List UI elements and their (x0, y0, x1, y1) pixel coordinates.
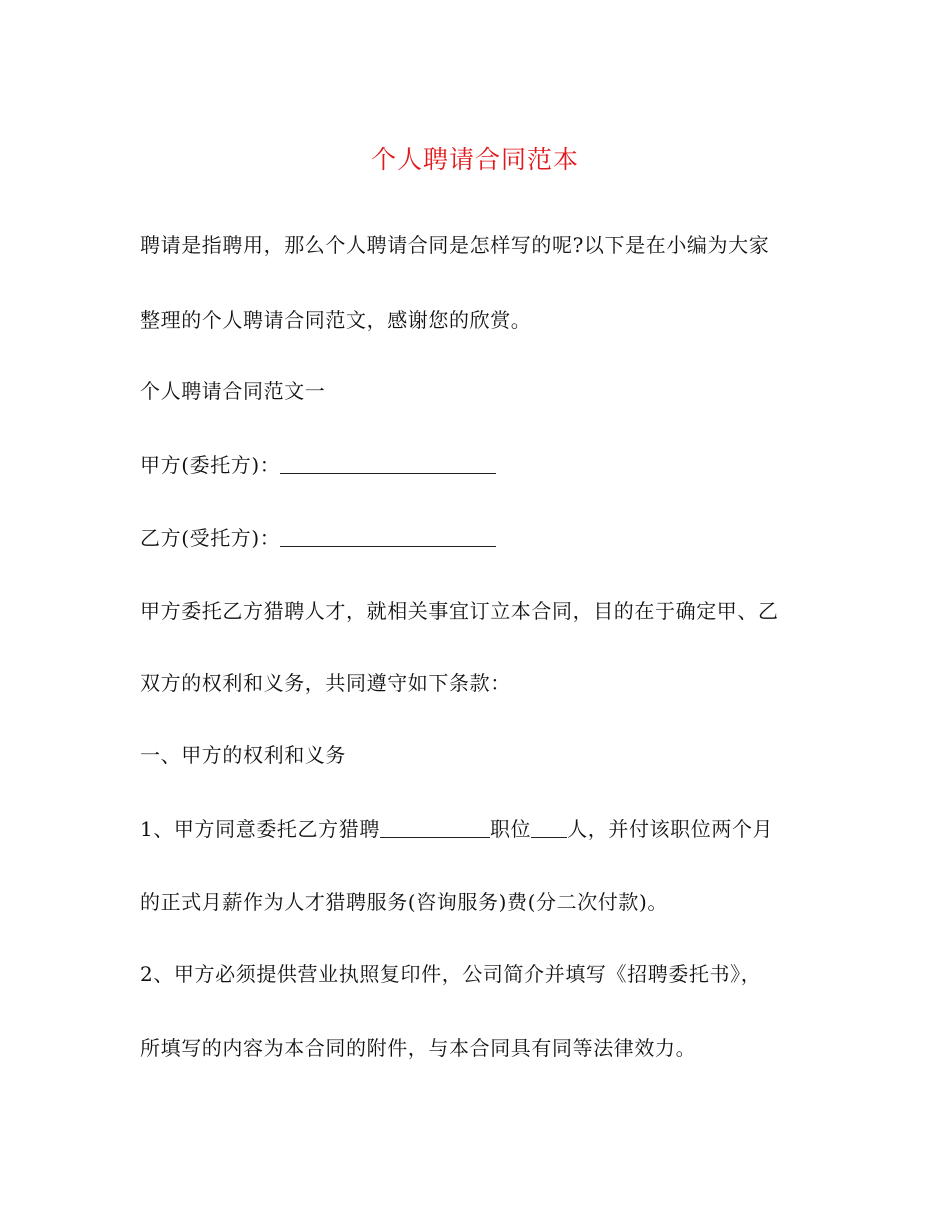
party-a-label: 甲方(委托方)： (140, 453, 281, 477)
item-1-text-a: 1、甲方同意委托乙方猎聘 (140, 817, 380, 841)
headcount-blank (531, 817, 567, 838)
intro-line-1: 聘请是指聘用，那么个人聘请合同是怎样写的呢?以下是在小编为大家 (140, 233, 770, 257)
party-b-blank (280, 526, 496, 547)
document-title: 个人聘请合同范本 (370, 145, 579, 174)
item-2-line-2: 所填写的内容为本合同的附件，与本合同具有同等法律效力。 (140, 1036, 697, 1060)
item-1-text-b: 职位 (489, 817, 532, 841)
party-a-blank (280, 453, 496, 474)
item-2-line-1: 2、甲方必须提供营业执照复印件，公司简介并填写《招聘委托书》， (140, 962, 762, 986)
party-b-label: 乙方(受托方)： (140, 526, 281, 550)
clause-1-heading: 一、甲方的权利和义务 (140, 743, 346, 767)
purpose-line-2: 双方的权利和义务，共同遵守如下条款： (140, 671, 511, 695)
item-1-text-c: 人，并付该职位两个月 (567, 817, 774, 841)
intro-line-2: 整理的个人聘请合同范文，感谢您的欣赏。 (140, 308, 532, 332)
purpose-line-1: 甲方委托乙方猎聘人才，就相关事宜订立本合同，目的在于确定甲、乙 (140, 599, 779, 623)
item-1-line-2: 的正式月薪作为人才猎聘服务(咨询服务)费(分二次付款)。 (140, 890, 669, 914)
party-b-field (140, 521, 830, 555)
party-a-field (140, 448, 830, 482)
item-1-line-1 (140, 812, 830, 846)
position-blank (380, 817, 490, 838)
section-heading: 个人聘请合同范文一 (140, 379, 326, 403)
